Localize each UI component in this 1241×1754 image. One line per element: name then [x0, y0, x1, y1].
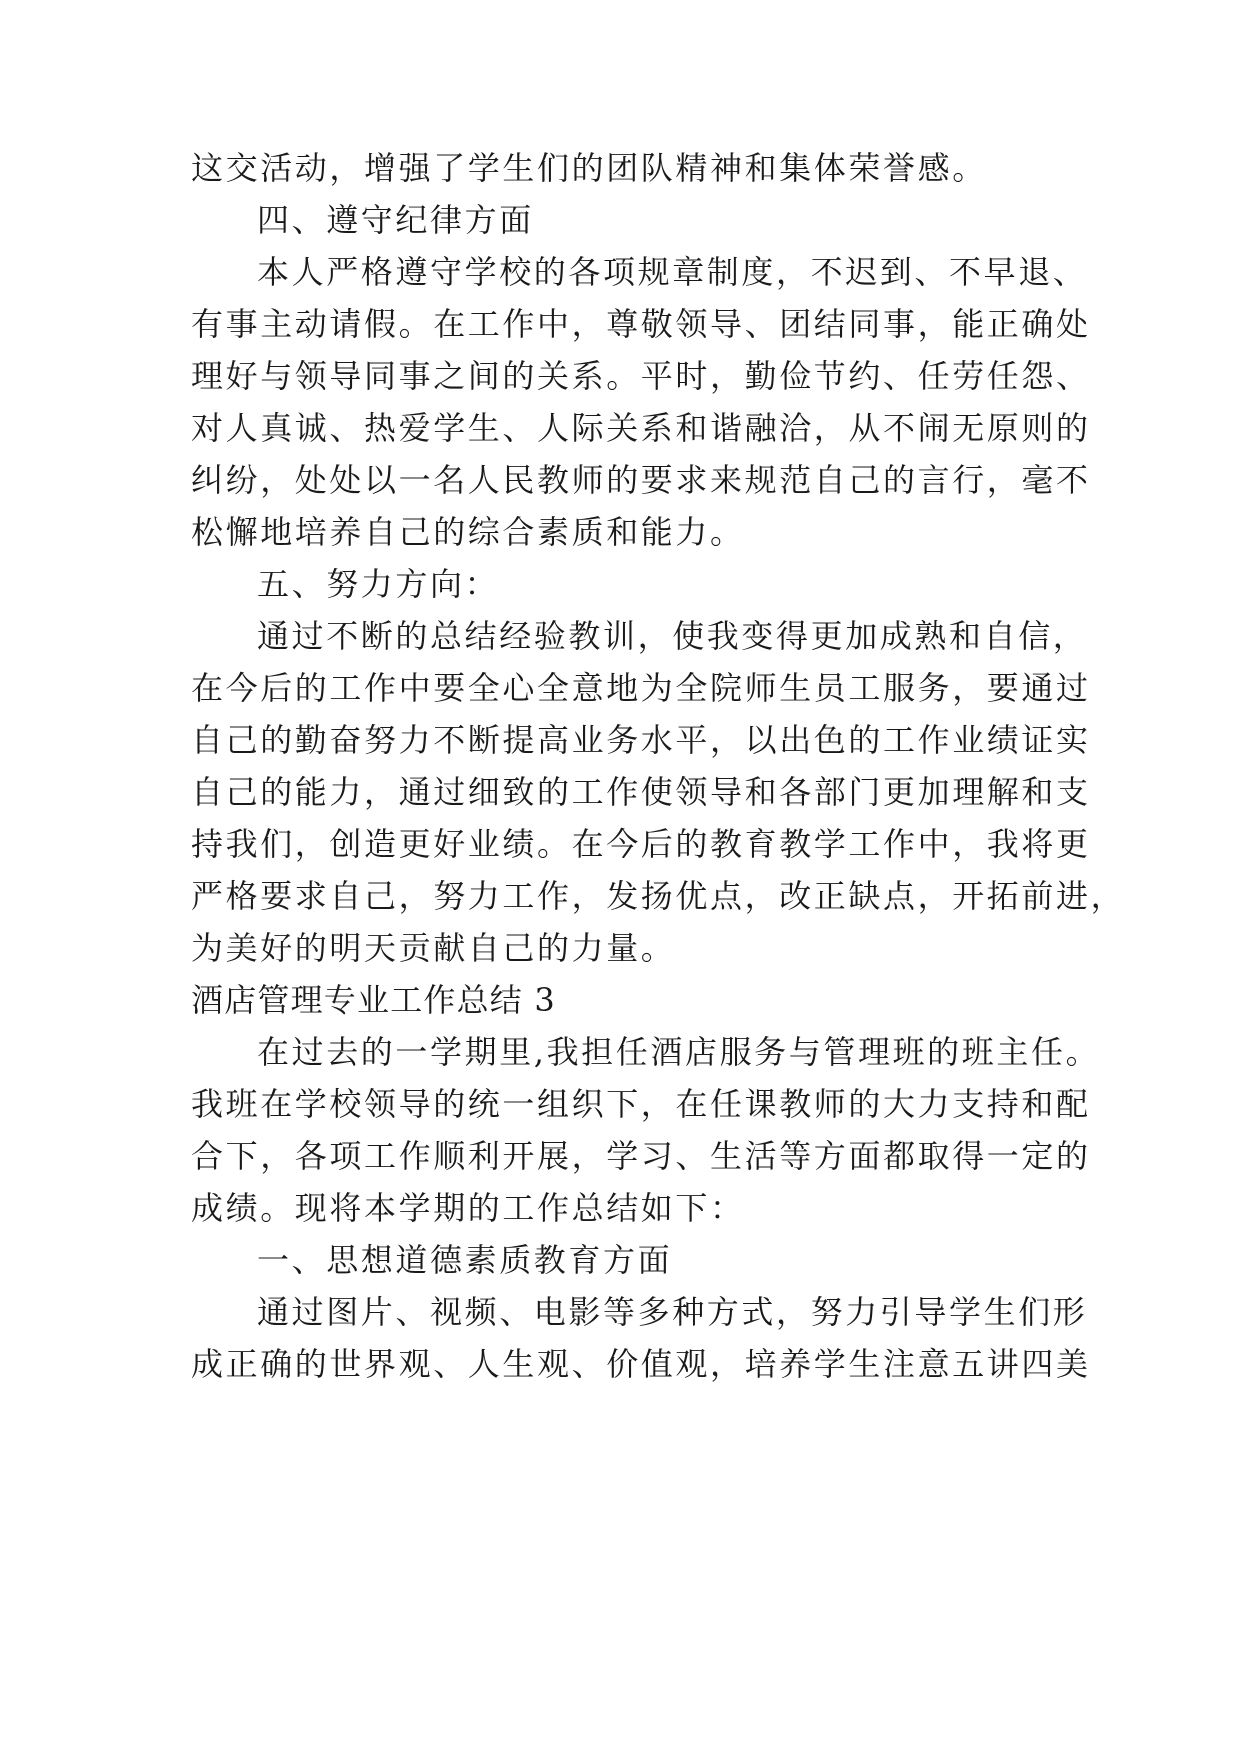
section-heading: 四、遵守纪律方面 [257, 201, 534, 239]
paragraph-line: 本人严格遵守学校的各项规章制度，不迟到、不早退、 [257, 253, 1088, 291]
paragraph-line: 成绩。现将本学期的工作总结如下： [191, 1189, 745, 1227]
paragraph-line: 成正确的世界观、人生观、价值观，培养学生注意五讲四美 [191, 1345, 1091, 1383]
paragraph-line: 有事主动请假。在工作中，尊敬领导、团结同事，能正确处 [191, 305, 1091, 343]
paragraph-line: 这交活动，增强了学生们的团队精神和集体荣誉感。 [191, 149, 987, 187]
paragraph-line: 对人真诚、热爱学生、人际关系和谐融洽，从不闹无原则的 [191, 409, 1091, 447]
paragraph-line: 持我们，创造更好业绩。在今后的教育教学工作中，我将更 [191, 825, 1091, 863]
paragraph-line: 为美好的明天贡献自己的力量。 [191, 929, 676, 967]
section-heading: 五、努力方向： [257, 565, 500, 603]
paragraph-line: 通过不断的总结经验教训，使我变得更加成熟和自信， [257, 617, 1088, 655]
paragraph-line: 纠纷，处处以一名人民教师的要求来规范自己的言行，毫不 [191, 461, 1091, 499]
paragraph-line: 松懈地培养自己的综合素质和能力。 [191, 513, 745, 551]
paragraph-line: 自己的能力，通过细致的工作使领导和各部门更加理解和支 [191, 773, 1091, 811]
paragraph-line: 合下，各项工作顺利开展，学习、生活等方面都取得一定的 [191, 1137, 1091, 1175]
paragraph-line: 通过图片、视频、电影等多种方式，努力引导学生们形 [257, 1293, 1088, 1331]
paragraph-line: 我班在学校领导的统一组织下，在任课教师的大力支持和配 [191, 1085, 1091, 1123]
document-title: 酒店管理专业工作总结 3 [191, 981, 556, 1019]
paragraph-line: 在今后的工作中要全心全意地为全院师生员工服务，要通过 [191, 669, 1091, 707]
paragraph-line: 理好与领导同事之间的关系。平时，勤俭节约、任劳任怨、 [191, 357, 1091, 395]
paragraph-line: 严格要求自己，努力工作，发扬优点，改正缺点，开拓前进， [191, 877, 1126, 915]
paragraph-line: 在过去的一学期里,我担任酒店服务与管理班的班主任。 [257, 1033, 1101, 1071]
section-heading: 一、思想道德素质教育方面 [257, 1241, 673, 1279]
paragraph-line: 自己的勤奋努力不断提高业务水平，以出色的工作业绩证实 [191, 721, 1091, 759]
